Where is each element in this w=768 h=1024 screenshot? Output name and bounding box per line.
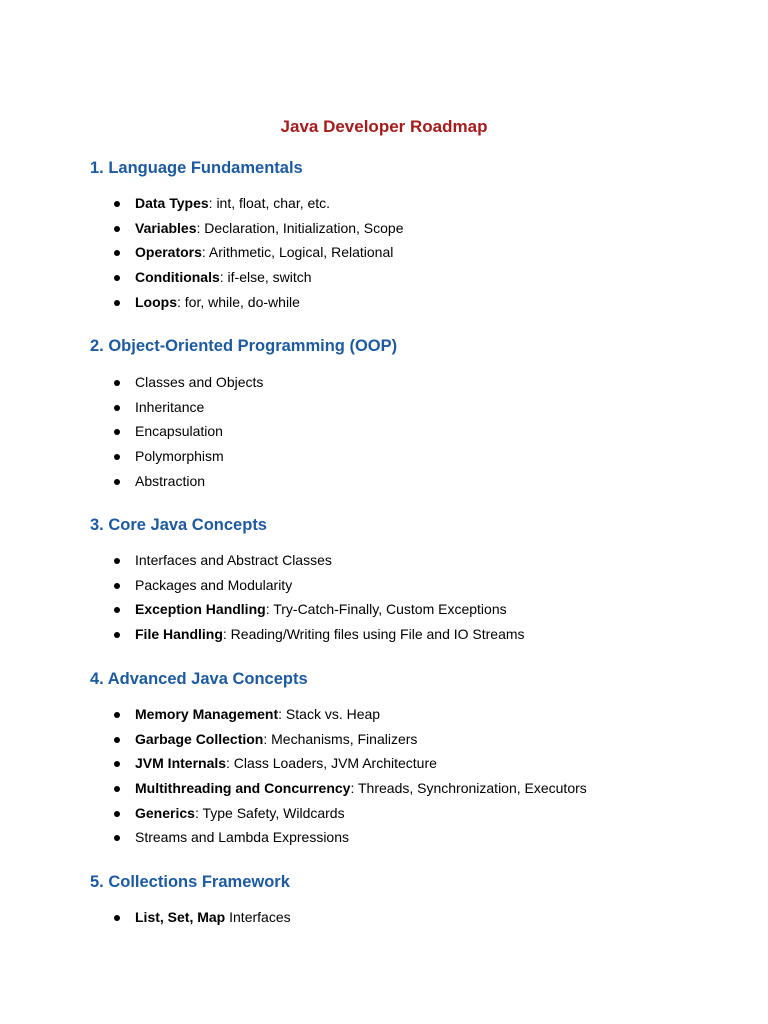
bullet-description: Interfaces [225,909,291,925]
bullet-description: : Mechanisms, Finalizers [263,730,418,747]
bullet-term: Memory Management [135,706,279,722]
section-heading-advanced-java: 4. Advanced Java Concepts [90,670,308,688]
bullet-description: Encapsulation [135,423,223,440]
bullet-icon [114,607,120,613]
bullet-description: Packages and Modularity [135,576,293,593]
bullet-term: List, Set, Map [135,909,226,925]
bullet-icon [114,712,120,718]
bullet-description: : Arithmetic, Logical, Relational [201,244,394,261]
bullet-icon [114,250,120,256]
section-heading-collections: 5. Collections Framework [90,873,290,891]
bullet-icon [114,915,120,921]
bullet-term: Multithreading and Concurrency [135,780,351,797]
bullet-icon [114,583,120,589]
bullet-description: Classes and Objects [135,374,264,390]
bullet-description: : Type Safety, Wildcards [194,804,345,821]
bullet-description: : Try-Catch-Finally, Custom Exceptions [265,601,507,618]
bullet-description: : Stack vs. Heap [278,706,381,722]
bullet-term: Data Types [135,195,209,211]
bullet-icon [114,275,120,281]
bullet-term: Operators [135,244,202,261]
bullet-description: : Declaration, Initialization, Scope [196,219,404,236]
bullet-icon [114,201,120,207]
bullet-description: Abstraction [135,472,206,489]
bullet-term: Exception Handling [135,601,266,618]
bullet-icon [114,405,120,411]
bullet-term: Garbage Collection [135,730,264,747]
bullet-term: Conditionals [135,269,220,286]
bullet-description: : Class Loaders, JVM Architecture [226,755,437,772]
bullet-icon [114,454,120,460]
bullet-icon [114,479,120,485]
bullet-description: : Reading/Writing files using File and IO Streams [222,626,525,643]
bullet-term: File Handling [135,626,223,643]
bullet-icon [114,429,120,435]
bullet-term: Generics [135,804,195,821]
bullet-description: Interfaces and Abstract Classes [135,552,332,568]
bullet-icon [114,632,120,638]
bullet-icon [114,226,120,232]
bullet-description: Polymorphism [135,448,224,465]
section-heading-oop: 2. Object-Oriented Programming (OOP) [90,337,398,355]
bullet-description: : int, float, char, etc. [208,195,331,211]
bullet-description: Streams and Lambda Expressions [135,829,349,846]
bullet-icon [114,558,120,564]
bullet-icon [114,737,120,743]
bullet-description: : for, while, do-while [177,293,300,310]
section-heading-core-java: 3. Core Java Concepts [90,516,267,534]
bullet-icon [114,380,120,386]
bullet-description: : Threads, Synchronization, Executors [350,780,587,797]
bullet-icon [114,811,120,817]
bullet-icon [114,300,120,306]
section-heading-language-fundamentals: 1. Language Fundamentals [90,159,303,177]
bullet-icon [114,835,120,841]
bullet-description: Inheritance [135,398,205,415]
bullet-term: JVM Internals [135,755,227,772]
bullet-icon [114,786,120,792]
document-title: Java Developer Roadmap [280,117,488,136]
bullet-term: Loops [135,293,177,310]
bullet-term: Variables [135,219,197,236]
bullet-icon [114,761,120,767]
bullet-description: : if-else, switch [219,269,312,286]
